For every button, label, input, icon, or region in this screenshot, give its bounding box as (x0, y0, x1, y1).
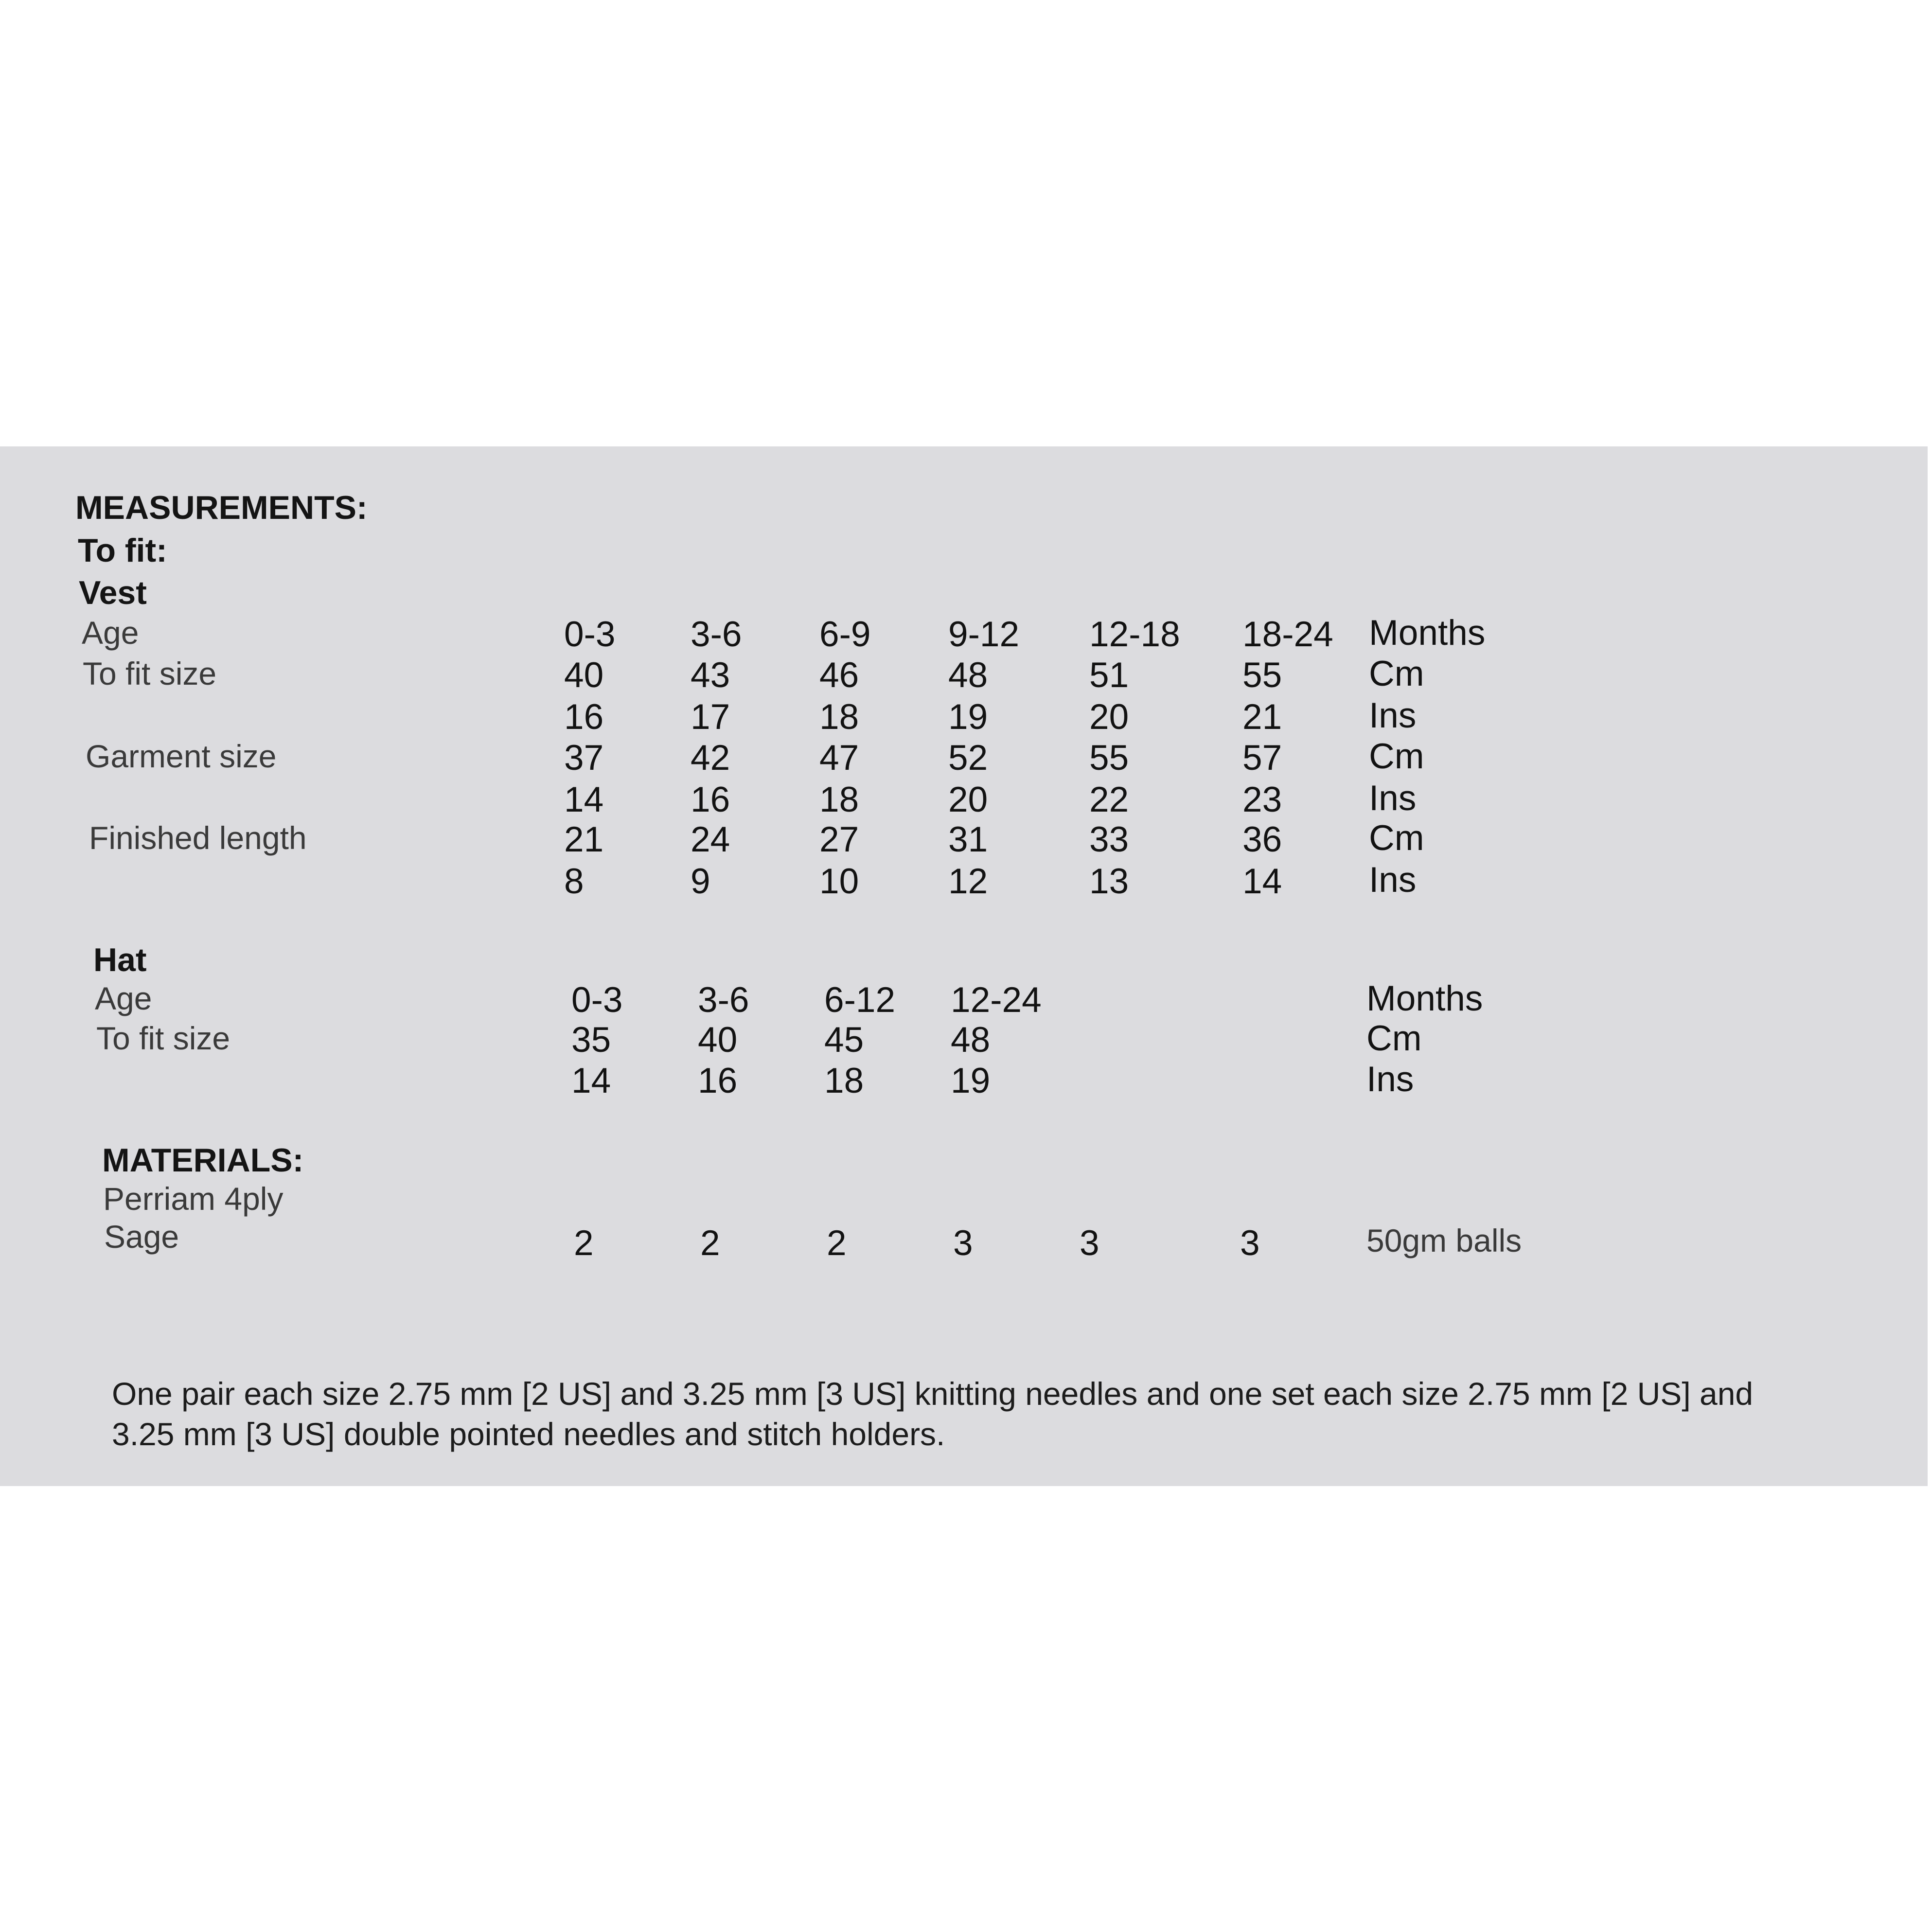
yarn-colour: Sage (104, 1219, 179, 1255)
vest-value-cell: 31 (948, 820, 988, 859)
hat-value-cell: 45 (824, 1020, 864, 1060)
vest-value-cell: 40 (564, 656, 604, 695)
materials-unit-label: 50gm balls (1366, 1223, 1522, 1258)
materials-quantity-cell: 3 (1240, 1223, 1260, 1263)
vest-unit-label: Ins (1369, 779, 1417, 818)
hat-row-label: To fit size (96, 1020, 230, 1056)
needles-note (112, 1374, 1753, 1454)
hat-value-cell: 18 (824, 1061, 864, 1100)
vest-value-cell: 12 (948, 862, 988, 901)
yarn-name: Perriam 4ply (103, 1181, 284, 1217)
hat-unit-label: Cm (1366, 1019, 1422, 1058)
vest-value-cell: 52 (948, 738, 988, 778)
vest-value-cell: 20 (948, 780, 988, 819)
to-fit-heading: To fit: (78, 532, 167, 569)
vest-unit-label: Cm (1369, 737, 1424, 776)
vest-value-cell: 10 (819, 862, 859, 901)
vest-value-cell: 17 (691, 697, 730, 737)
hat-value-cell: 12-24 (951, 980, 1042, 1020)
vest-value-cell: 23 (1242, 780, 1282, 819)
vest-value-cell: 21 (564, 820, 604, 859)
vest-value-cell: 24 (691, 820, 730, 859)
materials-quantity-cell: 2 (574, 1223, 594, 1263)
vest-value-cell: 20 (1089, 697, 1129, 737)
vest-value-cell: 3-6 (691, 615, 742, 654)
hat-value-cell: 19 (951, 1061, 991, 1100)
vest-value-cell: 46 (819, 656, 859, 695)
materials-quantity-cell: 3 (953, 1223, 973, 1263)
pattern-sheet (0, 446, 1928, 1486)
vest-value-cell: 18 (819, 697, 859, 737)
vest-row-label: Age (82, 615, 139, 651)
measurements-heading: MEASUREMENTS: (75, 489, 368, 526)
vest-value-cell: 36 (1242, 820, 1282, 859)
vest-value-cell: 51 (1089, 656, 1129, 695)
vest-value-cell: 12-18 (1089, 615, 1180, 654)
vest-value-cell: 18-24 (1242, 615, 1333, 654)
vest-row-label: Garment size (86, 738, 277, 774)
vest-value-cell: 13 (1089, 862, 1129, 901)
vest-value-cell: 55 (1242, 656, 1282, 695)
vest-value-cell: 21 (1242, 697, 1282, 737)
vest-value-cell: 8 (564, 862, 584, 901)
hat-value-cell: 14 (571, 1061, 611, 1100)
hat-unit-label: Months (1366, 979, 1483, 1018)
vest-value-cell: 6-9 (819, 615, 871, 654)
vest-unit-label: Ins (1369, 860, 1417, 900)
vest-value-cell: 48 (948, 656, 988, 695)
needles-line-1: One pair each size 2.75 mm [2 US] and 3.25 mm [3 US] knitting needles and one set each size 2.75 mm [2 US] and (112, 1376, 1754, 1412)
hat-heading: Hat (93, 941, 147, 978)
vest-unit-label: Ins (1369, 696, 1417, 735)
vest-value-cell: 14 (564, 780, 604, 819)
vest-value-cell: 37 (564, 738, 604, 778)
vest-value-cell: 57 (1242, 738, 1282, 778)
materials-heading: MATERIALS: (102, 1142, 304, 1179)
vest-heading: Vest (79, 574, 147, 611)
vest-row-label: Finished length (89, 820, 307, 856)
hat-value-cell: 3-6 (698, 980, 749, 1020)
vest-row-label: To fit size (83, 656, 217, 691)
vest-value-cell: 19 (948, 697, 988, 737)
hat-value-cell: 35 (571, 1020, 611, 1060)
hat-value-cell: 6-12 (824, 980, 896, 1020)
hat-unit-label: Ins (1366, 1060, 1414, 1099)
hat-value-cell: 16 (698, 1061, 738, 1100)
hat-value-cell: 48 (951, 1020, 991, 1060)
vest-value-cell: 9 (691, 862, 710, 901)
vest-value-cell: 42 (691, 738, 730, 778)
vest-value-cell: 47 (819, 738, 859, 778)
vest-value-cell: 33 (1089, 820, 1129, 859)
vest-unit-label: Cm (1369, 818, 1424, 858)
vest-value-cell: 22 (1089, 780, 1129, 819)
hat-value-cell: 40 (698, 1020, 738, 1060)
vest-value-cell: 27 (819, 820, 859, 859)
vest-value-cell: 9-12 (948, 615, 1020, 654)
vest-value-cell: 43 (691, 656, 730, 695)
vest-value-cell: 14 (1242, 862, 1282, 901)
hat-row-label: Age (95, 980, 152, 1016)
vest-unit-label: Cm (1369, 654, 1424, 693)
hat-value-cell: 0-3 (571, 980, 623, 1020)
needles-line-2: 3.25 mm [3 US] double pointed needles and stitch holders. (112, 1416, 945, 1452)
vest-value-cell: 55 (1089, 738, 1129, 778)
vest-value-cell: 16 (564, 697, 604, 737)
vest-value-cell: 16 (691, 780, 730, 819)
materials-quantity-cell: 3 (1080, 1223, 1099, 1263)
materials-quantity-cell: 2 (700, 1223, 720, 1263)
vest-unit-label: Months (1369, 613, 1486, 653)
vest-value-cell: 18 (819, 780, 859, 819)
materials-quantity-cell: 2 (827, 1223, 847, 1263)
vest-value-cell: 0-3 (564, 615, 616, 654)
